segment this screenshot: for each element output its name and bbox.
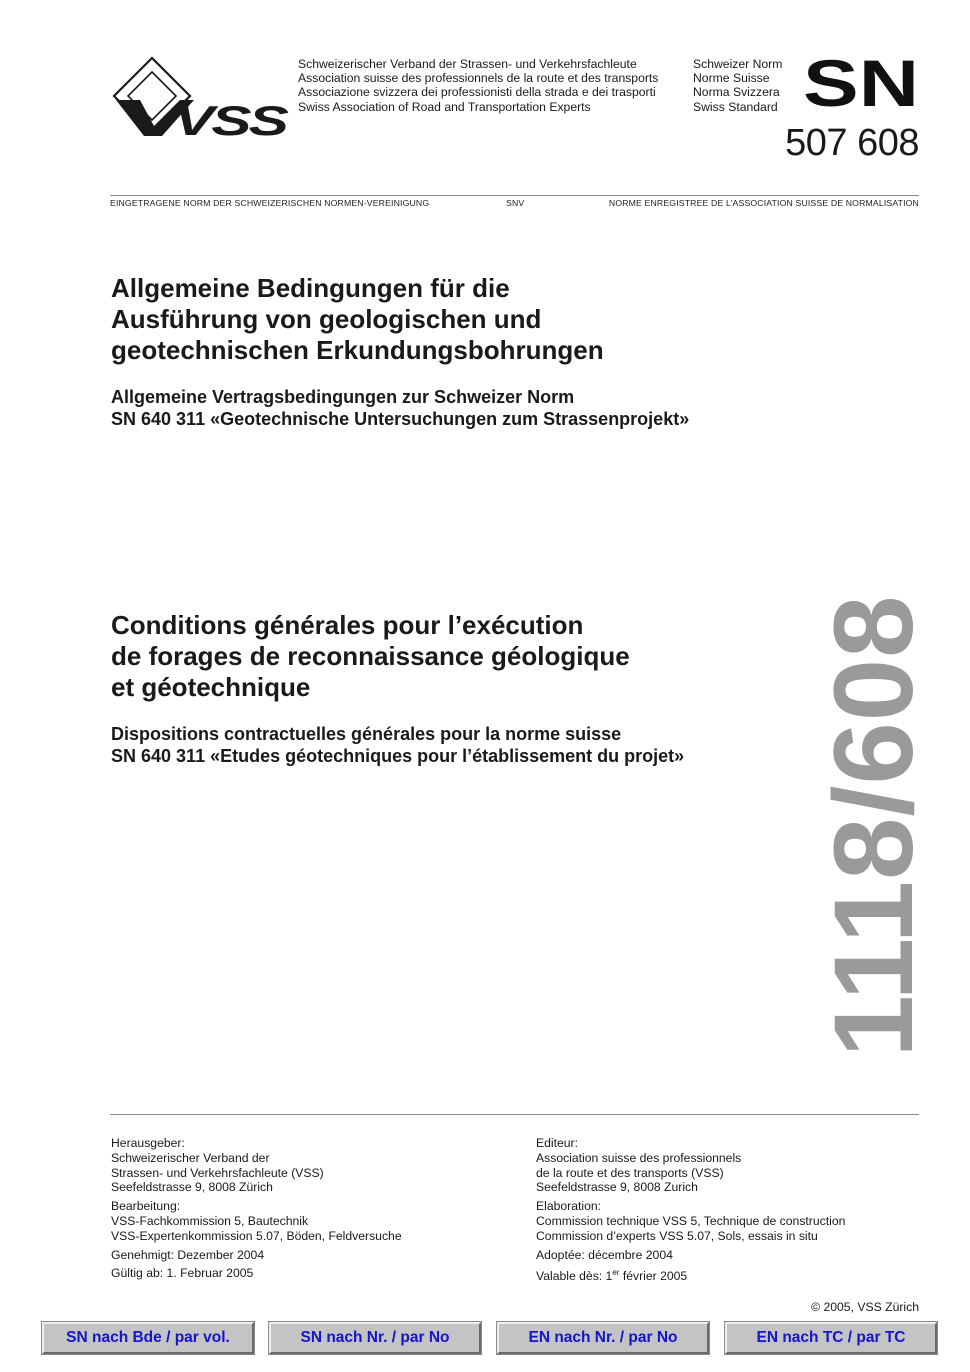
norm-types xyxy=(693,57,782,114)
subtitle-fr-line: Dispositions contractuelles générales pour la norme suisse xyxy=(111,724,622,744)
publisher-label: Editeur: xyxy=(536,1136,579,1150)
norm-type-fr: Norme Suisse xyxy=(693,71,770,86)
approved-date: Genehmigt: Dezember 2004 xyxy=(111,1247,265,1262)
editing-line: Commission d’experts VSS 5.07, Sols, essais in situ xyxy=(536,1228,818,1243)
association-names xyxy=(298,57,658,114)
editing-line: VSS-Fachkommission 5, Bautechnik xyxy=(111,1213,309,1228)
registration-line xyxy=(110,198,919,208)
nav-button-sn-by-number[interactable]: SN nach Nr. / par No xyxy=(269,1322,481,1354)
approved-date: Adoptée: décembre 2004 xyxy=(536,1247,673,1262)
registration-fr: NORME ENREGISTREE DE L’ASSOCIATION SUISSE DE NORMALISATION xyxy=(608,198,919,208)
vss-logo-text: VSS xyxy=(174,97,289,140)
publisher-line: Seefeldstrasse 9, 8008 Zürich xyxy=(111,1180,273,1195)
publisher-line: Association suisse des professionnels xyxy=(536,1150,742,1165)
nav-button-sn-by-volume[interactable]: SN nach Bde / par vol. xyxy=(42,1322,254,1354)
publisher-info-de xyxy=(111,1136,402,1281)
title-fr xyxy=(111,610,630,703)
publisher-line: Seefeldstrasse 9, 8008 Zurich xyxy=(536,1180,698,1195)
copyright: © 2005, VSS Zürich xyxy=(811,1300,919,1314)
association-name-en: Swiss Association of Road and Transportation Experts xyxy=(298,99,591,114)
vertical-volume-number: 1118/608 xyxy=(811,594,936,1058)
title-fr-line: Conditions générales pour l’exécution xyxy=(111,610,584,640)
nav-button-en-by-number[interactable]: EN nach Nr. / par No xyxy=(497,1322,709,1354)
valid-date-sup: er xyxy=(612,1268,620,1278)
norm-number: 507 608 xyxy=(785,122,919,164)
valid-date: Gültig ab: 1. Februar 2005 xyxy=(111,1266,254,1281)
subtitle-de-line: Allgemeine Vertragsbedingungen zur Schweizer Norm xyxy=(111,387,575,407)
subtitle-de-line: SN 640 311 «Geotechnische Untersuchungen zum Strassenprojekt» xyxy=(111,408,690,429)
vss-logo xyxy=(110,56,292,140)
publisher-line: Schweizerischer Verband der xyxy=(111,1150,270,1165)
editing-label: Elaboration: xyxy=(536,1199,602,1214)
valid-date-prefix: Valable dès: 1 xyxy=(536,1269,613,1284)
footer-divider xyxy=(110,1114,919,1115)
editing-line: Commission technique VSS 5, Technique de construction xyxy=(536,1213,846,1228)
publisher-info-fr xyxy=(536,1136,845,1284)
title-fr-line: de forages de reconnaissance géologique xyxy=(111,641,630,671)
sn-logo xyxy=(803,58,919,108)
title-de-line: Allgemeine Bedingungen für die xyxy=(111,273,510,303)
editing-label: Bearbeitung: xyxy=(111,1199,181,1214)
valid-date-suffix: février 2005 xyxy=(619,1269,688,1284)
subtitle-fr-line: SN 640 311 «Etudes géotechniques pour l’établissement du projet» xyxy=(111,745,685,766)
editing-line: VSS-Expertenkommission 5.07, Böden, Feldversuche xyxy=(111,1228,402,1243)
title-fr-line: et géotechnique xyxy=(111,672,311,702)
title-de-line: Ausführung von geologischen und xyxy=(111,304,542,334)
publisher-line: de la route et des transports (VSS) xyxy=(536,1165,724,1180)
norm-type-it: Norma Svizzera xyxy=(693,85,780,100)
association-name-fr: Association suisse des professionnels de la route et des transports xyxy=(298,71,659,86)
norm-type-de: Schweizer Norm xyxy=(693,57,783,71)
registration-de: EINGETRAGENE NORM DER SCHWEIZERISCHEN NORMEN-VEREINIGUNG xyxy=(110,198,430,208)
nav-button-en-by-tc[interactable]: EN nach TC / par TC xyxy=(725,1322,937,1354)
subtitle-de xyxy=(111,387,689,430)
header-divider xyxy=(110,195,919,196)
registration-snv: SNV xyxy=(506,198,525,208)
publisher-line: Strassen- und Verkehrsfachleute (VSS) xyxy=(111,1165,324,1180)
association-name-de: Schweizerischer Verband der Strassen- und Verkehrsfachleute xyxy=(298,57,637,71)
subtitle-fr xyxy=(111,724,684,767)
association-name-it: Associazione svizzera dei professionisti della strada e dei trasporti xyxy=(298,85,656,100)
sn-logo-text: SN xyxy=(803,58,919,108)
valid-date xyxy=(536,1266,845,1284)
publisher-label: Herausgeber: xyxy=(111,1136,185,1150)
title-de-line: geotechnischen Erkundungsbohrungen xyxy=(111,335,604,365)
title-de xyxy=(111,273,604,366)
norm-type-en: Swiss Standard xyxy=(693,99,778,114)
